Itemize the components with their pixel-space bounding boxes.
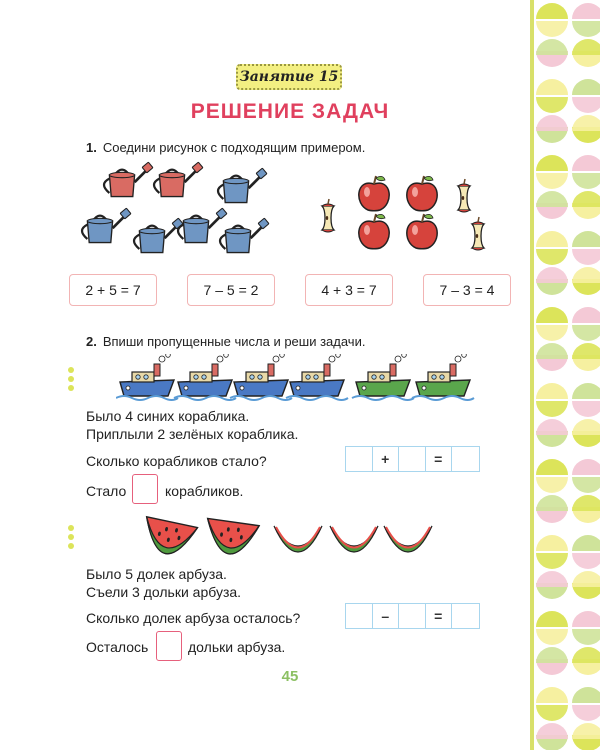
blue-watering-can	[178, 208, 227, 242]
task-1-heading	[86, 140, 365, 155]
watermelon-answer-suffix: дольки арбуза.	[188, 639, 286, 655]
example-box-2[interactable]: 7 – 5 = 2	[187, 274, 275, 306]
boats-answer-box[interactable]	[132, 474, 158, 504]
boats-illustration	[116, 354, 476, 404]
expression-cell[interactable]	[346, 604, 373, 628]
minus-sign: –	[373, 604, 400, 628]
task-2-text: Впиши пропущенные числа и реши задачи.	[102, 334, 366, 349]
blue-boat	[116, 354, 178, 400]
red-watering-can	[104, 162, 153, 196]
example-box-4[interactable]: 7 – 3 = 4	[423, 274, 511, 306]
blue-boat	[286, 354, 348, 400]
red-apple	[407, 214, 437, 249]
boats-answer-suffix: корабликов.	[165, 483, 244, 499]
blue-boat	[230, 354, 292, 400]
blue-watering-can	[134, 218, 183, 252]
watermelon-rind	[330, 526, 378, 552]
watermelon-slice	[140, 517, 198, 559]
blue-watering-can	[218, 168, 267, 202]
boats-question: Сколько корабликов стало?	[86, 453, 267, 469]
watermelon-answer-prefix: Осталось	[86, 639, 149, 655]
green-boat	[412, 354, 474, 400]
watermelon-rind	[384, 526, 432, 552]
plus-sign: +	[373, 447, 400, 471]
lesson-badge: Занятие 15	[236, 64, 342, 90]
task-1-text: Соедини рисунок с подходящим примером.	[102, 140, 366, 155]
equals-sign: =	[426, 447, 453, 471]
task-1-number: 1.	[86, 140, 97, 155]
blue-boat	[174, 354, 236, 400]
expression-cell[interactable]	[452, 604, 479, 628]
example-box-1[interactable]: 2 + 5 = 7	[69, 274, 157, 306]
red-apple	[407, 176, 437, 211]
watering-cans-illustration	[70, 158, 270, 268]
apple-core	[322, 199, 334, 232]
expression-cell[interactable]	[399, 604, 426, 628]
task-2-number: 2.	[86, 334, 97, 349]
apple-core	[458, 179, 470, 212]
watermelon-rind	[274, 526, 322, 552]
watermelon-slice	[203, 518, 259, 557]
page-title: РЕШЕНИЕ ЗАДАЧ	[190, 100, 390, 123]
apples-illustration	[310, 168, 510, 260]
equals-sign: =	[426, 604, 453, 628]
watermelon-line-1: Было 5 долек арбуза.	[86, 566, 227, 582]
page-number: 45	[281, 668, 299, 685]
boats-expression-grid	[345, 446, 480, 472]
apple-core	[472, 217, 484, 250]
watermelon-illustration	[140, 514, 440, 562]
watermelon-question: Сколько долек арбуза осталось?	[86, 610, 301, 626]
watermelon-expression-grid	[345, 603, 480, 629]
blue-watering-can	[220, 218, 269, 252]
expression-cell[interactable]	[452, 447, 479, 471]
watermelon-answer-box[interactable]	[156, 631, 182, 661]
red-apple	[359, 176, 389, 211]
example-box-3[interactable]: 4 + 3 = 7	[305, 274, 393, 306]
decorative-dots	[68, 367, 74, 394]
green-boat	[352, 354, 414, 400]
boats-line-2: Приплыли 2 зелёных кораблика.	[86, 426, 299, 442]
boats-line-1: Было 4 синих кораблика.	[86, 408, 250, 424]
watermelon-line-2: Съели 3 дольки арбуза.	[86, 584, 242, 600]
boats-answer-prefix: Стало	[86, 483, 127, 499]
task-2-heading	[86, 334, 365, 349]
decorative-dots	[68, 525, 74, 552]
blue-watering-can	[82, 208, 131, 242]
expression-cell[interactable]	[399, 447, 426, 471]
expression-cell[interactable]	[346, 447, 373, 471]
red-watering-can	[154, 162, 203, 196]
red-apple	[359, 214, 389, 249]
